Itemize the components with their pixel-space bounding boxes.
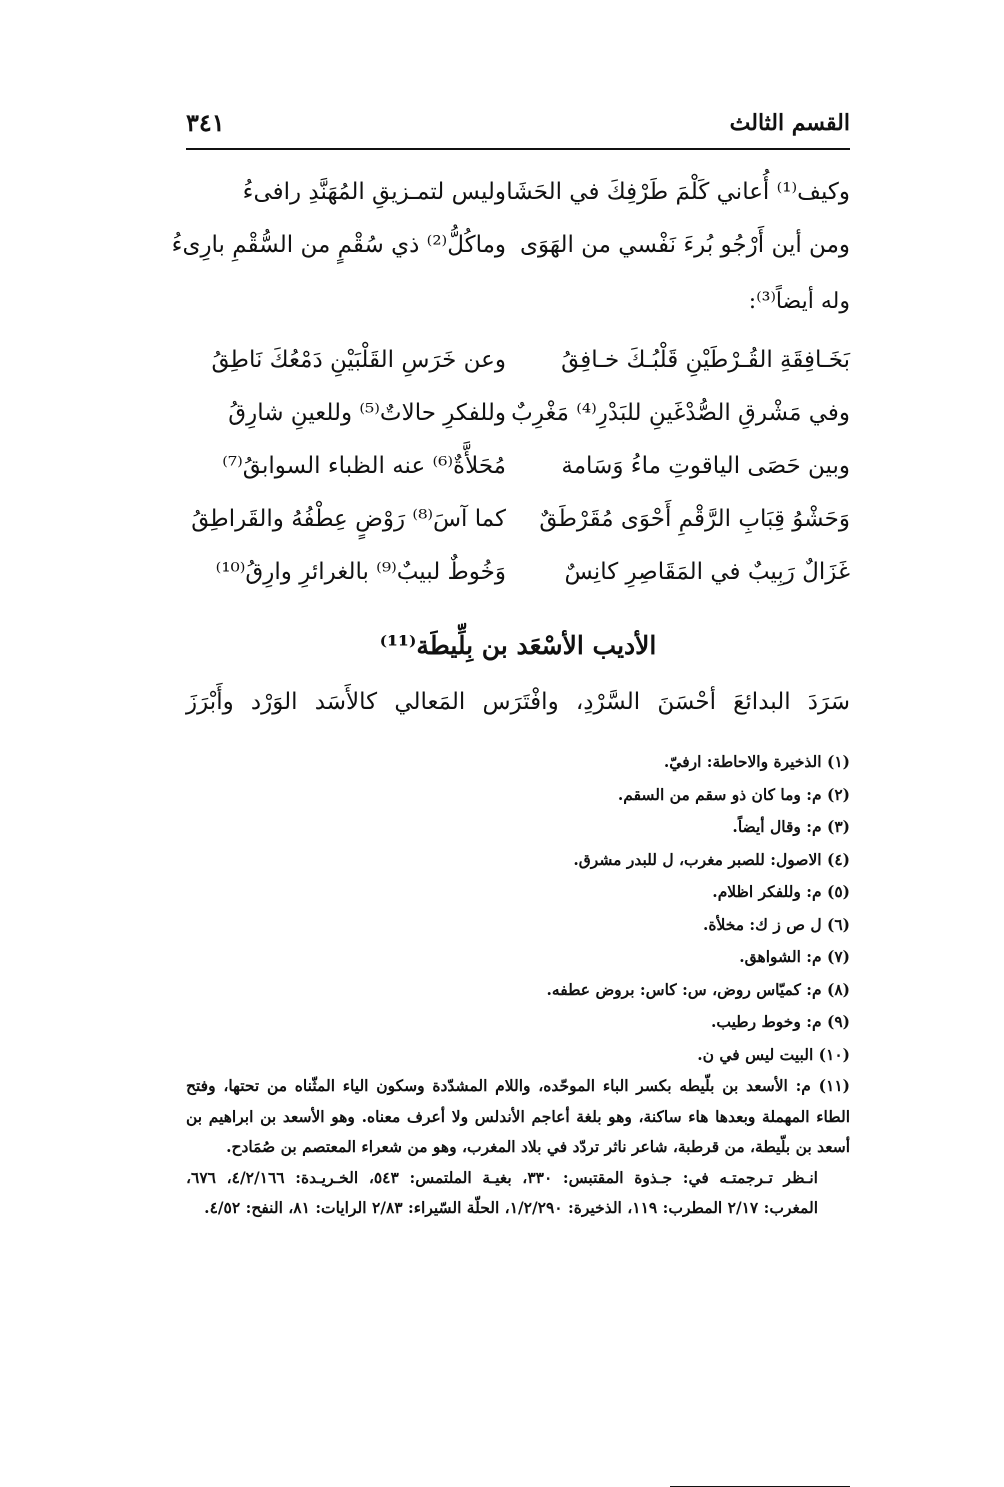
page-number: ٣٤١ bbox=[186, 108, 225, 137]
poem-block-2 bbox=[186, 338, 850, 603]
verse-second-hemistich: وَخُوطٌ لبيبٌ⁽⁹⁾ بالغرائرِ وارِقُ⁽¹⁰⁾ bbox=[215, 559, 506, 585]
verse-first-hemistich: ومن أين أَرْجُو بُرءَ نَفْسي من الهَوَى bbox=[519, 232, 850, 258]
verse-line bbox=[186, 497, 850, 550]
footnote-11-body: (١١) م: الأسعد بن بلّيطه بكسر الباء الموحّده، واللام المشدّدة وسكون الياء المثّناه من تحتها، وفتح الطاء المهملة وبعدها هاء ساكنة، وهو بلغة أعاجم الأندلس ولا أعرف معناه. وهو الأسعد بن ابراهيم بن أسعد بن بلّيطة، من قرطبة، شاعر ناثر تردّد في بلاد المغرب، وهو من شعراء المعتصم بن صُمَادح. bbox=[186, 1076, 850, 1156]
verse-line bbox=[186, 170, 850, 223]
footnote: (٣) م: وقال أيضاً. bbox=[732, 817, 850, 836]
verse-line bbox=[186, 550, 850, 603]
verse-first-hemistich: بَخَـافِقَةِ القُـرْطَيْنِ قَلْبُـكَ خـافِقُ bbox=[561, 347, 850, 373]
verse-second-hemistich: وليس لتمـزيقِ المُهَنَّدِ رافىءُ bbox=[242, 179, 506, 205]
verse-first-hemistich: وفي مَشْرقِ الصُّدْغَينِ للبَدْرِ⁽⁴⁾ مَغْرِبٌ bbox=[511, 400, 850, 426]
poem-block-1 bbox=[171, 170, 850, 276]
verse-first-hemistich: وكيف⁽¹⁾ أُعاني كَلْمَ طَرْفِكَ في الحَشَا bbox=[506, 179, 850, 205]
running-header bbox=[186, 104, 850, 150]
biography-heading: الأديب الأسْعَد بن بِلِّيطَة⁽¹¹⁾ bbox=[379, 631, 657, 660]
footnote: (٨) م: كميّاس روض، س: كاس: بروض عطفه. bbox=[546, 979, 850, 999]
verse-line bbox=[186, 444, 850, 497]
verse-second-hemistich: وعن خَرَسِ القَلْبَيْنِ دَمْعُكَ نَاطِقُ bbox=[211, 347, 506, 373]
verse-first-hemistich: وبين حَصَى الياقوتِ ماءُ وَسَامة bbox=[561, 453, 850, 479]
verse-line bbox=[171, 223, 850, 276]
poem-intro: وله أيضاً⁽³⁾: bbox=[748, 289, 850, 314]
footnote: (٩) م: وخوط رطيب. bbox=[710, 1012, 850, 1031]
footnote: (٥) م: وللفكر اظلام. bbox=[712, 882, 850, 901]
prose-line: سَرَدَ البدائعَ أحْسَنَ السَّرْدِ، وافْتَرَس المَعالي كالأَسَد الوَرْد وأَبْرَزَ bbox=[186, 689, 850, 715]
footnote: (١٠) البيت ليس في ن. bbox=[697, 1044, 850, 1064]
footnote: (٢) م: وما كان ذو سقم من السقم. bbox=[617, 784, 850, 804]
verse-first-hemistich: وَحَشْوُ قِبَابِ الرَّقْمِ أَحْوَى مُقَرْطَقٌ bbox=[539, 506, 850, 532]
footnote-11 bbox=[186, 1071, 850, 1224]
footnote: (٤) الاصول: للصبر مغرب، ل للبدر مشرق. bbox=[573, 849, 850, 869]
verse-second-hemistich: وماكُلُّ⁽²⁾ ذي سُقْمٍ من السُّقْمِ بارِىءُ bbox=[171, 232, 506, 258]
footnote-11-references: انـظر تـرجمتـه في: جـذوة المقتبس: ٣٣٠، بغيـة الملتمس: ٥٤٣، الخـريـدة: ٤/٢/١٦٦، ٦٧٦، المغرب: ٢/١٧ المطرب: ١١٩، الذخيرة: ١/٢/٢٩٠، الحلّة السّيراء: ٢/٨٣ الرايات: ٨١، النفح: ٤/٥٢. bbox=[186, 1167, 818, 1217]
section-title: القسم الثالث bbox=[729, 110, 850, 136]
footnote: (٧) م: الشواهق. bbox=[739, 947, 850, 966]
footnotes bbox=[186, 746, 850, 1224]
verse-second-hemistich: كما آسَ⁽⁸⁾ رَوْضٍ عِطْفُهُ والقَراطِقُ bbox=[191, 506, 506, 532]
verse-first-hemistich: غَزَالٌ رَبِيبٌ في المَقَاصِرِ كانِسٌ bbox=[564, 559, 850, 585]
verse-line bbox=[186, 391, 850, 444]
verse-second-hemistich: مُحَلأَّةٌ⁽⁶⁾ عنه الظباء السوابقُ⁽⁷⁾ bbox=[222, 453, 506, 479]
verse-line bbox=[186, 338, 850, 391]
footnote: (٦) ل ص ز ك: مخلأة. bbox=[702, 914, 850, 934]
verse-second-hemistich: وللفكرِ حالاتٌ⁽⁵⁾ وللعينِ شارِقُ bbox=[228, 400, 506, 426]
footnote: (١) الذخيرة والاحاطة: ارفيّ. bbox=[663, 752, 850, 771]
